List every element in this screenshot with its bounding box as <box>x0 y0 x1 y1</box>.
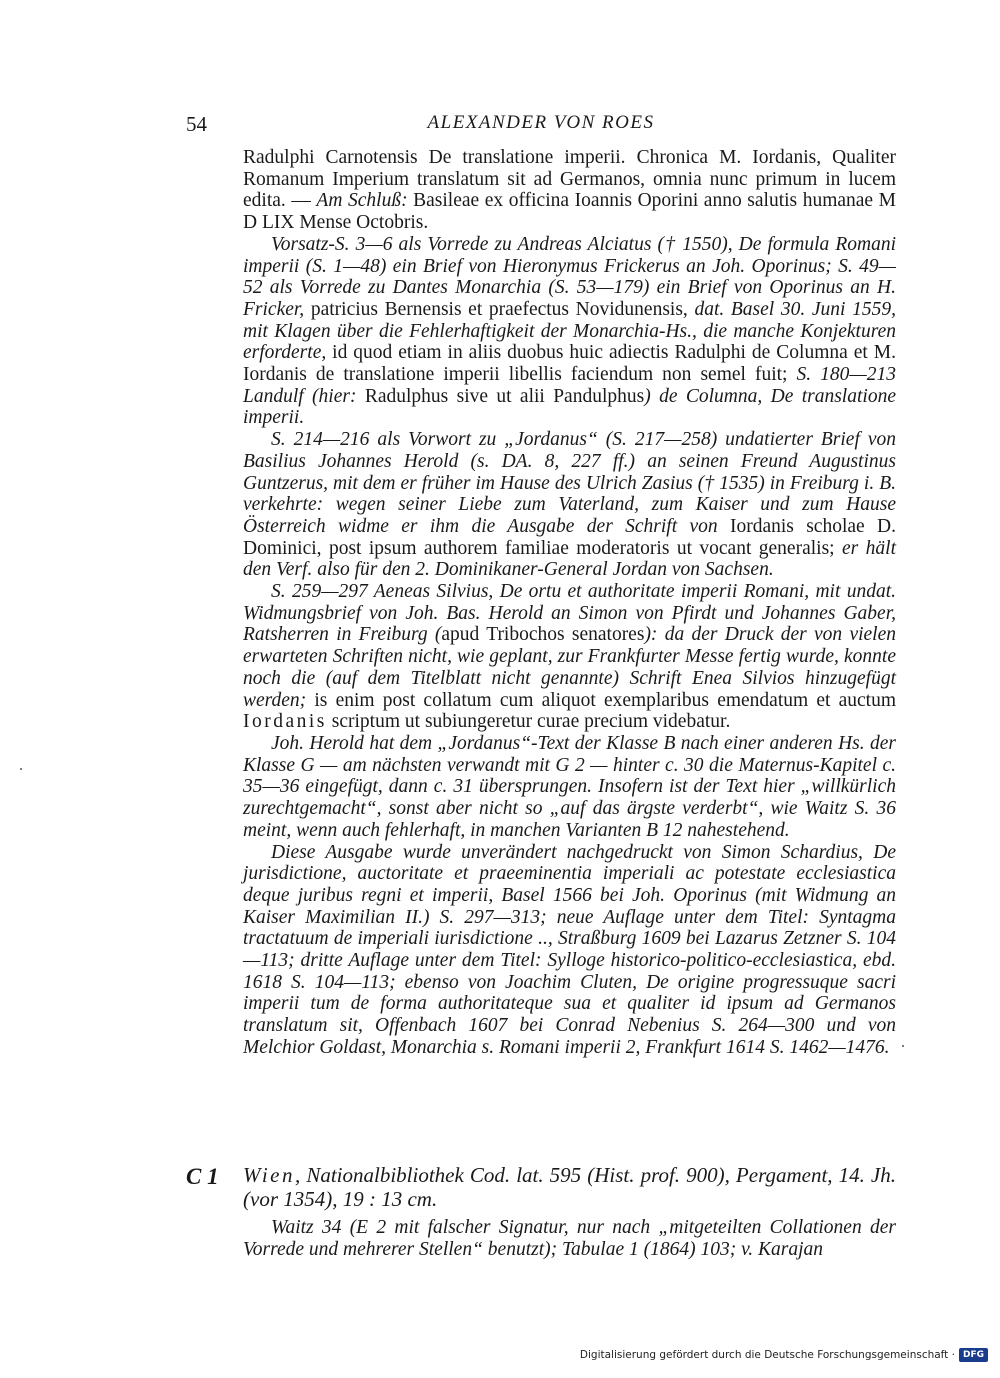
text-segment: Radulphus sive ut alii Pandulphus <box>356 385 645 407</box>
text-segment: Vorsatz-S. 3—6 als Vorrede zu Andreas Alciatus († 1550), De formula Romani imperii (S. 1—48) ein Brief von Hieronymus Frickerus an Joh. Oporinus; S. 49—52 als Vorrede zu Dantes Monarchia (S. 53—179) ein Brief von Oporinus an H. Fricker, <box>243 233 896 320</box>
text-segment: S. 259—297 Aeneas Silvius, De ortu et authoritate imperii Romani, mit undat. Widmungsbrief von Joh. Bas. Herold an Simon von Pfirdt und Johannes Gaber, Ratsherren in Freiburg ( <box>243 581 896 646</box>
text-segment: is enim post collatum cum aliquot exemplaribus emendatum et auctum <box>306 689 896 711</box>
text-segment: Am Schluß: <box>316 190 408 212</box>
text-segment: Joh. Herold hat dem „Jordanus“-Text der Klasse B nach einer anderen Hs. der Klasse G — am nächsten verwandt mit G 2 — hinter c. 30 die Maternus-Kapitel c. 35—36 eingefügt, dann c. 31 übersprungen. Insofern ist der Text hier „willkürlich zurechtgemacht“, sonst aber nicht so „auf das ärgste verderbt“, wie Waitz S. 36 meint, wenn auch fehlerhaft, in manchen Varianten B 12 nahestehend. <box>243 732 896 841</box>
running-title: ALEXANDER VON ROES <box>427 112 655 133</box>
text-segment: S. 180—213 Landulf (hier: <box>243 364 896 407</box>
paragraph <box>243 429 896 581</box>
body-text <box>243 147 896 1059</box>
text-segment: apud Tribochos senatores <box>441 624 645 646</box>
manuscript-entry <box>243 1163 896 1261</box>
text-segment: patricius Bernensis et praefectus Novidunensis, <box>304 298 695 320</box>
page-header <box>186 112 896 142</box>
paragraph <box>243 842 896 1059</box>
text-segment: Basileae ex officina Ioannis Oporini anno salutis humanae M D LIX Mense Octobris. <box>243 190 896 234</box>
entry-reference: Waitz 34 (E 2 mit falscher Signatur, nur nach „mitgeteilten Collationen der Vorrede und mehrerer Stellen“ benutzt); Tabulae 1 (1864) 103; v. Karajan <box>243 1217 896 1260</box>
text-segment: ) de Columna, De translatione imperii. <box>243 385 896 429</box>
entry-description: , Nationalbibliothek Cod. lat. 595 (Hist. prof. 900), Pergament, 14. Jh. (vor 1354), 19 : 13 cm. <box>243 1163 896 1211</box>
text-segment: dat. Basel 30. Juni 1559, mit Klagen über die Fehlerhaftigkeit der Monarchia-Hs., die manche Konjekturen erforderte, <box>243 298 896 364</box>
paragraph <box>243 147 896 234</box>
footer <box>580 1348 988 1362</box>
paragraph <box>243 581 896 733</box>
text-segment: ): da der Druck der von vielen erwarteten Schriften nicht, wie geplant, zur Frankfurter Messe fertig wurde, konnte noch die (auf dem Titelblatt nicht genannte) Schrift Enea Silvios hinzugefügt werden; <box>243 624 896 711</box>
paragraph <box>243 234 896 429</box>
text-segment: Iordanis scholae D. Dominici, post ipsum authorem familiae moderatoris ut vocant generalis; <box>243 515 896 559</box>
entry-city: Wien <box>243 1163 295 1187</box>
text-segment: scriptum ut subiungeretur curae precium videbatur. <box>326 711 731 733</box>
text-segment: Diese Ausgabe wurde unverändert nachgedruckt von Simon Schardius, De jurisdictione, auctoritate et praeeminentia imperiali ac potestate ecclesiastica deque juribus regni et imperii, Basel 1566 bei Joh. Oporinus (mit Widmung an Kaiser Maximilian II.) S. 297—313; neue Auflage unter dem Titel: Syntagma tractatuum de imperiali iurisdictione .., Straßburg 1609 bei Lazarus Zetzner S. 104—113; dritte Auflage unter dem Titel: Sylloge historico-politico-ecclesiastica, ebd. 1618 S. 104—113; ebenso von Joachim Cluten, De origine progressuque sacri imperii tum de forma authoritateque sua et qualiter id ipsum ad Germanos translatum sit, Offenbach 1607 bei Conrad Nebenius S. 264—300 und von Melchior Goldast, Monarchia s. Romani imperii 2, Frankfurt 1614 S. 1462—1476. <box>243 841 896 1058</box>
text-segment: id quod etiam in aliis duobus huic adiectis Radulphi de Columna et M. Iordanis de translatione imperii libellis faciendum non semel fuit; <box>243 342 896 386</box>
paragraph <box>243 733 896 842</box>
text-segment: Radulphi Carnotensis De translatione imperii. Chronica M. Iordanis, Qualiter Romanum Imperium translatum sit ad Germanos, omnia nunc primum in lucem edita. — <box>243 147 896 212</box>
scan-speck <box>20 768 22 770</box>
text-segment: Iordanis <box>243 711 327 733</box>
page-number: 54 <box>186 112 207 136</box>
text-segment: er hält den Verf. also für den 2. Dominikaner-General Jordan von Sachsen. <box>243 537 896 581</box>
entry-heading <box>243 1163 896 1211</box>
scan-speck <box>902 1045 904 1047</box>
dfg-logo: DFG <box>959 1348 988 1362</box>
text-segment: S. 214—216 als Vorwort zu „Jordanus“ (S. 217—258) undatierter Brief von Basilius Johannes Herold (s. DA. 8, 227 ff.) an seinen Freund Augustinus Guntzerus, mit dem er früher im Hause des Ulrich Zasius († 1535) in Freiburg i. B. verkehrte: wegen seiner Liebe zum Vaterland, zum Kaiser und zum Hause Österreich widme er ihm die Ausgabe der Schrift von <box>243 429 896 537</box>
footer-credit: Digitalisierung gefördert durch die Deutsche Forschungsgemeinschaft · <box>579 1349 955 1361</box>
manuscript-sigla: C 1 <box>186 1164 219 1189</box>
